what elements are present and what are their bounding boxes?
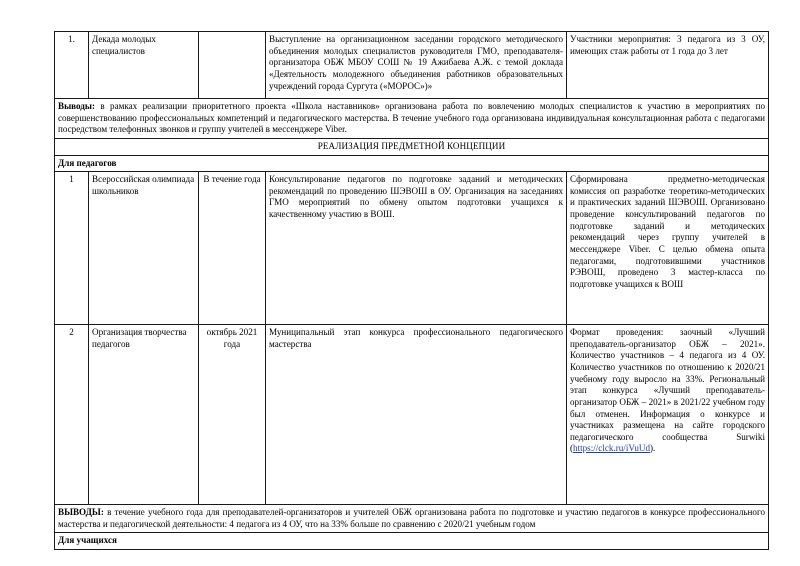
row-activity-name: Организация творчества педагогов [89, 325, 199, 505]
table-row [55, 172, 769, 325]
conclusion-label: ВЫВОДЫ: [58, 507, 104, 518]
row-result [567, 325, 769, 505]
surwiki-link[interactable]: https://clck.ru/iVuUd [573, 443, 651, 454]
row-number: 1. [55, 32, 89, 99]
row-number: 2 [55, 325, 89, 505]
conclusion-row [55, 505, 769, 533]
conclusion-label: Выводы: [58, 101, 96, 111]
row-result: Участники мероприятия: 3 педагога из 3 ОУ, имеющих стаж работы от 1 года до 3 лет [567, 32, 769, 99]
subheading-row-students [55, 533, 769, 550]
row-description: Выступление на организационном заседании городского методического объединения молодых специалистов руководителя ГМО, преподавателя-организатора ОБЖ МБОУ СОШ № 19 Ажибаева А.Ж. с темой доклада «Деятельность молодежного объединения работников образовательных учреждений города Сургута («МОРОС»)» [266, 32, 567, 99]
conclusion-cell [55, 99, 769, 139]
row-result-text: Формат проведения: заочный «Лучший преподаватель-организатор ОБЖ – 2021». Количество участников – 4 педагога из 4 ОУ. Количество участников по отношению к 2020/21 учебному году выросло на 33%. Региональный этап конкурса «Лучший преподаватель-организатор ОБЖ – 2021» в 2021/22 учебном году был отменен. Информация о конкурсе и участниках размещена на сайте городского педагогического сообщества Surwiki ( [570, 327, 765, 454]
table-row [55, 325, 769, 505]
subheading-students: Для учащихся [55, 533, 769, 550]
row-description: Муниципальный этап конкурса профессионального педагогического мастерства [266, 325, 567, 505]
row-activity-name: Всероссийская олимпиада школьников [89, 172, 199, 325]
section-title-row [55, 138, 769, 155]
row-activity-name: Декада молодых специалистов [89, 32, 199, 99]
conclusion-row [55, 99, 769, 139]
row-description: Консультирование педагогов по подготовке заданий и методических рекомендаций по проведению ШЭВОШ в ОУ. Организация на заседаниях ГМО мероприятий по обмену опытом подготовки учащихся к качественному участию в ВОШ. [266, 172, 567, 325]
row-number: 1 [55, 172, 89, 325]
conclusion-text: в течение учебного года для преподавателей-организаторов и учителей ОБЖ организована работа по подготовке и участию педагогов в конкурсе профессионального мастерства и педагогической деятельности: 4 педагога из 4 ОУ, что на 33% больше по сравнению с 2020/21 учебным годом [58, 507, 765, 529]
conclusion-cell [55, 505, 769, 533]
row-date: В течение года [199, 172, 266, 325]
conclusion-text: в рамках реализации приоритетного проекта «Школа наставников» организована работа по вовлечению молодых специалистов к участию в мероприятиях по совершенствованию профессиональных компетенций и педагогического мастерства. В течение учебного года организована индивидуальная консультационная работа с педагогами посредством телефонных звонков и группу учителей в мессенджере Viber. [58, 101, 765, 135]
section-title: РЕАЛИЗАЦИЯ ПРЕДМЕТНОЙ КОНЦЕПЦИИ [55, 138, 769, 155]
subheading-row-teachers [55, 155, 769, 172]
row-result-suffix: ). [650, 443, 656, 454]
subheading-teachers: Для педагогов [55, 155, 769, 172]
table-row [55, 32, 769, 99]
row-date: октябрь 2021 года [199, 325, 266, 505]
row-result: Сформирована предметно-методическая комиссия оп разработке теоретико-методических и практических заданий ШЭВОШ. Организовано проведение консультирований педагогов по подготовке заданий и методических рекомендаций через группу учителей в мессенджере Viber. С целью обмена опыта педагогами, подготовившими участников РЭВОШ, проведено 3 мастер-класса по подготовке учащихся к ВОШ [567, 172, 769, 325]
row-date [199, 32, 266, 99]
report-table [54, 31, 769, 550]
